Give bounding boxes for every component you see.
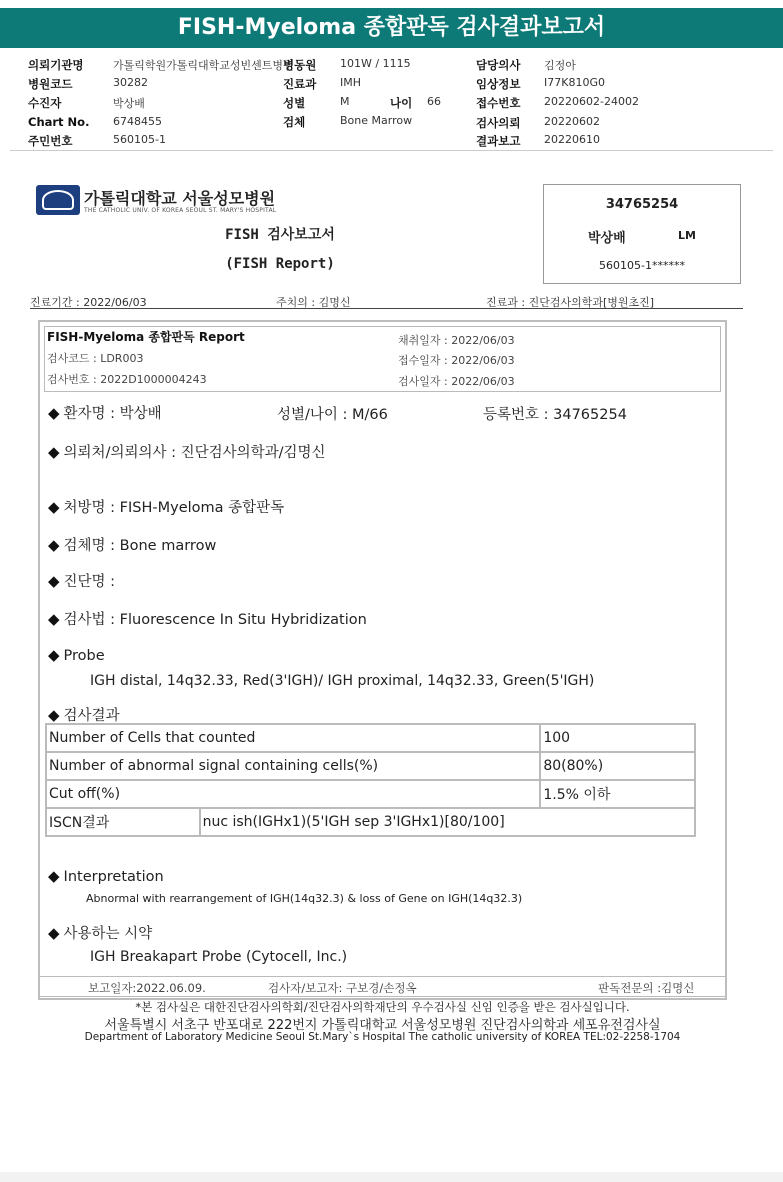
section-specimen: ◆ 검체명 : Bone marrow bbox=[48, 536, 217, 554]
doctor-value: 김정아 bbox=[544, 59, 576, 72]
request-value: 20220602 bbox=[544, 115, 600, 128]
tested-date: 검사일자 : 2022/06/03 bbox=[398, 375, 515, 388]
diamond-icon: ◆ bbox=[48, 646, 60, 664]
hosp-code-value: 30282 bbox=[113, 76, 148, 89]
id-number: 34765254 bbox=[605, 197, 679, 212]
diamond-icon: ◆ bbox=[48, 706, 60, 724]
result-cell-value: 1.5% 이하 bbox=[540, 780, 695, 808]
hospital-eng-name: THE CATHOLIC UNIV. OF KOREA SEOUL ST. MARY'S HOSPITAL bbox=[84, 207, 277, 214]
specimen-value: Bone Marrow bbox=[340, 114, 413, 127]
visit-info bbox=[30, 292, 743, 309]
section-reagent: ◆ 사용하는 시약 bbox=[48, 924, 153, 942]
reader-info: 판독전문의 :김명신 bbox=[598, 981, 695, 995]
footer-divider bbox=[40, 996, 725, 997]
result-cell-value: 80(80%) bbox=[540, 752, 695, 780]
report-date: 보고일자:2022.06.09. bbox=[88, 981, 206, 995]
doctor-label: 담당의사 bbox=[476, 58, 521, 72]
reg-no-text: 등록번호 : 34765254 bbox=[483, 407, 627, 423]
result-cell-label: Number of abnormal signal containing cells(%) bbox=[46, 752, 540, 780]
result-cell-value: nuc ish(IGHx1)(5'IGH sep 3'IGHx1)[80/100] bbox=[200, 808, 695, 836]
section-result: ◆ 검사결과 bbox=[48, 706, 120, 724]
sex-label: 성별 bbox=[283, 96, 306, 110]
receipt-label: 접수번호 bbox=[476, 96, 521, 110]
hospital-logo-icon bbox=[36, 185, 80, 215]
clinical-label: 임상정보 bbox=[476, 77, 521, 91]
chart-label: Chart No. bbox=[28, 115, 90, 129]
diamond-icon: ◆ bbox=[48, 572, 60, 590]
test-number: 검사번호 : 2022D1000004243 bbox=[47, 373, 207, 386]
request-header bbox=[0, 50, 783, 150]
result-cell-label: ISCN결과 bbox=[46, 808, 200, 836]
patient-value: 박상배 bbox=[113, 97, 145, 110]
ward-value: 101W / 1115 bbox=[340, 57, 411, 70]
footer-divider bbox=[40, 976, 725, 977]
result-date-value: 20220610 bbox=[544, 133, 600, 146]
table-row bbox=[46, 808, 695, 836]
rrn-value: 560105-1 bbox=[113, 133, 166, 146]
age-value: 66 bbox=[427, 95, 441, 108]
hospital-name: 가톨릭대학교 서울성모병원 bbox=[84, 189, 276, 208]
ward-label: 병동원 bbox=[283, 58, 317, 72]
visit-department: 진료과 : 진단검사의학과[병원초진] bbox=[486, 296, 655, 309]
inst-value: 가톨릭학원가톨릭대학교성빈센트병원 bbox=[113, 59, 294, 72]
header-divider bbox=[10, 150, 773, 151]
result-date-label: 결과보고 bbox=[476, 134, 521, 148]
specimen-label: 검체 bbox=[283, 115, 306, 129]
section-order: ◆ 처방명 : FISH-Myeloma 종합판독 bbox=[48, 498, 285, 516]
report-title: FISH 검사보고서 bbox=[225, 227, 335, 243]
chart-value: 6748455 bbox=[113, 115, 162, 128]
test-code: 검사코드 : LDR003 bbox=[47, 352, 144, 365]
hosp-code-label: 병원코드 bbox=[28, 77, 73, 91]
section-interpretation: ◆ Interpretation bbox=[48, 867, 164, 885]
visit-attending: 주치의 : 김명신 bbox=[276, 296, 351, 309]
table-row bbox=[46, 780, 695, 808]
dept-label: 진료과 bbox=[283, 77, 317, 91]
patient-name-text: 환자명 : 박상배 bbox=[63, 406, 162, 422]
diamond-icon: ◆ bbox=[48, 867, 60, 885]
reagent-text: IGH Breakapart Probe (Cytocell, Inc.) bbox=[90, 949, 348, 965]
section-diagnosis: ◆ 진단명 : bbox=[48, 572, 116, 590]
dept-value: IMH bbox=[340, 76, 362, 89]
report-name: FISH-Myeloma 종합판독 Report bbox=[47, 330, 245, 344]
table-row bbox=[46, 752, 695, 780]
report-banner: FISH-Myeloma 종합판독 검사결과보고서 bbox=[0, 8, 783, 48]
id-name: 박상배 bbox=[588, 231, 626, 246]
certification-note: *본 검사실은 대한진단검사의학회/진단검사의학재단의 우수검사실 신임 인증을 받은 검사실입니다. bbox=[135, 1000, 630, 1014]
report-subtitle: (FISH Report) bbox=[225, 256, 335, 272]
inst-label: 의뢰기관명 bbox=[28, 58, 84, 72]
section-probe: ◆ Probe bbox=[48, 646, 105, 664]
result-cell-label: Cut off(%) bbox=[46, 780, 540, 808]
staff-info: 검사자/보고자: 구보경/손정옥 bbox=[268, 981, 417, 995]
collected-date: 채취일자 : 2022/06/03 bbox=[398, 334, 515, 347]
result-table bbox=[45, 723, 696, 837]
page-bottom-strip bbox=[0, 1172, 783, 1182]
request-label: 검사의뢰 bbox=[476, 116, 521, 130]
diamond-icon: ◆ bbox=[48, 610, 60, 628]
patient-label: 수진자 bbox=[28, 96, 62, 110]
diamond-icon: ◆ bbox=[48, 498, 60, 516]
id-rrn: 560105-1****** bbox=[599, 259, 685, 272]
result-cell-value: 100 bbox=[540, 724, 695, 752]
table-row bbox=[46, 724, 695, 752]
patient-id-box bbox=[543, 184, 741, 284]
clinical-value: I77K810G0 bbox=[544, 76, 605, 89]
section-method: ◆ 검사법 : Fluorescence In Situ Hybridization bbox=[48, 610, 367, 628]
sex-age-text: 성별/나이 : M/66 bbox=[277, 407, 388, 423]
rrn-label: 주민번호 bbox=[28, 134, 73, 148]
diamond-icon: ◆ bbox=[48, 443, 60, 461]
receipt-value: 20220602-24002 bbox=[544, 95, 639, 108]
diamond-icon: ◆ bbox=[48, 924, 60, 942]
diamond-icon: ◆ bbox=[48, 536, 60, 554]
visit-period: 진료기간 : 2022/06/03 bbox=[30, 296, 147, 309]
section-requester: ◆ 의뢰처/의뢰의사 : 진단검사의학과/김명신 bbox=[48, 443, 326, 461]
result-cell-label: Number of Cells that counted bbox=[46, 724, 540, 752]
probe-text: IGH distal, 14q32.33, Red(3'IGH)/ IGH proximal, 14q32.33, Green(5'IGH) bbox=[90, 673, 595, 689]
age-label: 나이 bbox=[390, 96, 413, 110]
lab-address: 서울특별시 서초구 반포대로 222번지 가톨릭대학교 서울성모병원 진단검사의학과 세포유전검사실 bbox=[104, 1018, 661, 1033]
received-date: 접수일자 : 2022/06/03 bbox=[398, 354, 515, 367]
lab-english-address: Department of Laboratory Medicine Seoul St.Mary`s Hospital The catholic university of KOREA TEL:02-2258-1704 bbox=[84, 1031, 681, 1043]
diamond-icon: ◆ bbox=[48, 404, 60, 422]
interpretation-text: Abnormal with rearrangement of IGH(14q32.3) & loss of Gene on IGH(14q32.3) bbox=[86, 892, 523, 905]
sex-value: M bbox=[340, 95, 350, 108]
section-patient bbox=[48, 402, 162, 423]
id-code: LM bbox=[678, 229, 696, 242]
